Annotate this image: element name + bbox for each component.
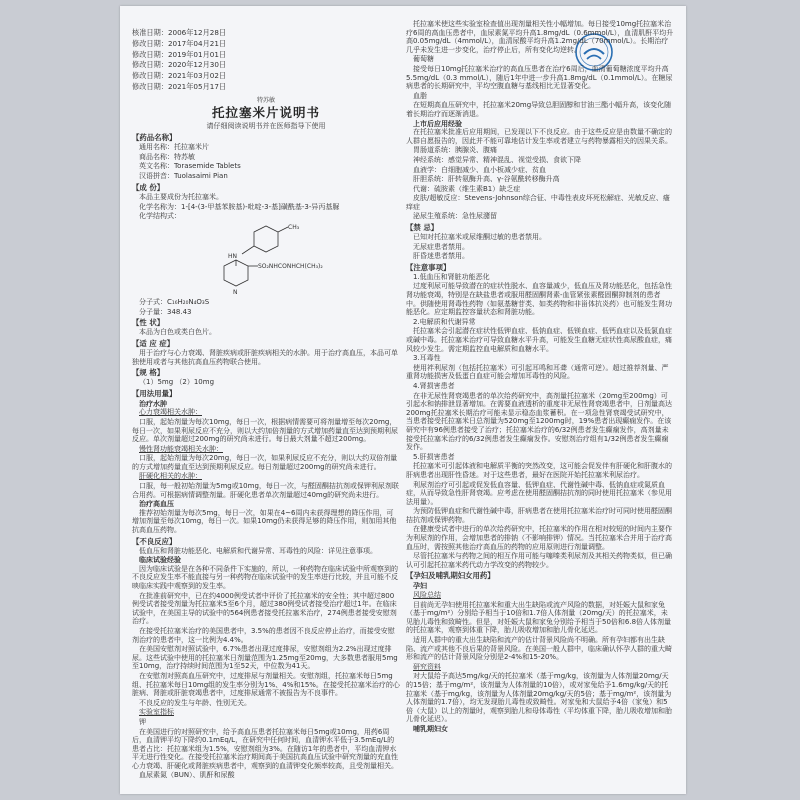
precaution-subheading: 5.肝损害患者: [413, 452, 455, 461]
subheading-edema: 治疗水肿: [139, 399, 167, 408]
struct-label-sulfonyl: SO₂NHCONHCH(CH₃)₂: [258, 262, 323, 270]
pregnancy-paragraph: 对大鼠给予高达5mg/kg/天的托拉塞米（基于mg/kg，该剂量为人体剂量20mg/天的15倍；基于mg/m²，该剂量为人体剂量的10倍），或对家兔给予1.6mg/kg/天的托拉塞米（基于mg/kg，该剂量为人体剂量20mg/kg/天的5倍；基于mg/m²，该剂量为人体剂量的1.7倍），均无发现胎儿毒性或致畸性。对家兔和大鼠给予4倍（家兔）和5倍（大鼠）以上的剂量时，观察到胎儿和母体毒性（平均体重下降，胎儿吸收增加和胎儿骨化延迟）。: [406, 672, 672, 724]
revision-date: 修改日期：2017年04月21日: [132, 38, 227, 48]
section-heading-composition: 【成 份】: [132, 182, 165, 192]
contraindication-item: 肝昏迷患者禁用。: [413, 252, 469, 261]
subheading-lactation: 哺乳期妇女: [413, 724, 448, 733]
adverse-paragraph: 在安慰剂对照高血压研究中，过度排尿与剂量相关。安慰剂组，托拉塞米每日5mg组、托拉塞米每日10mg组的发生率分别为1%、4%和15%。在接受托拉塞米治疗的心脏病、肾脏或肝脏衰竭患者中，过度排尿通常不被报告为不良事件。: [132, 671, 400, 698]
precaution-paragraph: 在非无尿性肾衰竭患者的单次给药研究中，高剂量托拉塞米（20mg至200mg）可引起水和钠排泄显著增加。在需要血液透析的重度非无尿性肾衰竭患者中，日剂量高达200mg托拉塞米长期治疗可能未显示稳态血浆蓄积。在一项急性肾衰竭受试研究中，当患者接受托拉塞米日总剂量为520mg至1200mg时，19%患者出现癫痫发作。在该研究中有96例患者接受了治疗；托拉塞米治疗的6/32例患者发生癫痫发作，高剂量未接受托拉塞米治疗的6/32例患者发生癫痫发作。安慰剂治疗组有1/32例患者发生癫痫发作。: [406, 391, 672, 452]
section-heading-contraindications: 【禁 忌】: [406, 223, 439, 233]
precaution-subheading: 1.低血压和肾脏功能恶化: [413, 272, 490, 281]
right-column: [406, 20, 674, 792]
structure-diagram: [202, 222, 352, 298]
precaution-paragraph: 在健康受试者中进行的单次给药研究中，托拉塞米的作用在相对较短的时间内主要作为利尿剂的作用，会增加患者的排钠（不影响排钾）情况。当托拉塞米合并用于治疗高血压时，需按照其他治疗高血压的药物的应用原则进行剂量调整。: [406, 525, 672, 551]
left-column: [132, 28, 400, 792]
subheading-renal-failure: 慢性肾功能衰竭相关水肿：: [139, 444, 223, 453]
adverse-paragraph: 在批准前研究中，已在约4000例受试者中评价了托拉塞米的安全性；其中超过800例受试者接受剂量为托拉塞米5至6个月，超过380例受试者接受治疗超过1年。在临床试验中，在美国主导的试验中的564例患者接受托拉塞米治疗，274例患者接受安慰剂治疗。: [132, 591, 397, 626]
revision-date: 修改日期：2019年01月01日: [132, 49, 227, 59]
subheading-postmarketing: 上市后应用经验: [413, 119, 462, 128]
molecular-formula: 分子式：C₁₆H₂₀N₄O₃S: [139, 297, 210, 306]
section-heading-spec: 【规 格】: [132, 368, 165, 378]
section-heading-dosage: 【用法用量】: [132, 388, 177, 398]
revision-date: 修改日期：2021年05月17日: [132, 81, 227, 91]
chemical-name: 化学名称为：1-[4-(3-甲基苯胺基)-吡啶-3-基]磺酰基-3-异丙基脲: [139, 202, 340, 211]
struct-label-n: N: [233, 288, 238, 296]
subheading-heart-failure: 心力衰竭相关水肿：: [139, 408, 202, 417]
structure-label: 化学结构式：: [139, 212, 181, 221]
subheading-cirrhosis: 肝硬化相关的水肿：: [139, 472, 202, 481]
adverse-paragraph: 接受每日10mg托拉塞米治疗的高血压患者在治疗6周后，血清葡萄糖浓度平均升高5.5mg/dL（0.3 mmol/L），随后1年中进一步升高1.8mg/dL（0.1mmol/L）。在糖尿病患者的长期研究中，平均空腹血糖与基线相比无显著变化。: [406, 64, 673, 91]
contraindication-item: 无尿症患者禁用。: [413, 242, 469, 251]
adverse-list-item: 神经系统：感觉异常、精神混乱、视觉受损、食欲下降: [413, 155, 581, 164]
dosage-paragraph: 推荐初始剂量为每次5mg，每日一次，如果在4~6周内未获得理想的降压作用，可增加剂量至每次10mg，每日一次。如果10mg仍未获得足够的降压作用，则加用其他抗高血压药物。: [132, 508, 397, 535]
indications-text: 用于治疗与心力衰竭、肾脏疾病或肝脏疾病相关的水肿。用于治疗高血压，本品可单独使用或者与其他抗高血压药物联合使用。: [132, 348, 398, 366]
revision-date: 修改日期：2021年03月02日: [132, 71, 227, 81]
precaution-paragraph: 过度利尿可能导致潜在的症状性脱水、血容量减少，低血压及肾功能恶化，包括急性肾功能衰竭，特别是在缺盐患者或服用醛固酮肾素-血管紧张素醛固酮抑制剂的患者中。供随使用肾毒性药物（如氨基糖苷类、如类药物和非甾体抗炎药）也可能发生肾功能恶化。应定期监控容量状态和肾脏功能。: [406, 282, 672, 317]
adverse-list-item: 皮肤/超敏反应：Stevens-Johnson综合征、中毒性表皮坏死松解症、光敏反应、瘙痒症: [406, 194, 670, 211]
subheading-hypertension: 治疗高血压: [139, 500, 174, 509]
revision-date: 修改日期：2020年12月30日: [132, 60, 227, 70]
subheading-risk-summary: 风险总结: [413, 591, 441, 600]
subheading-lab: 实验室指标: [139, 708, 174, 717]
precaution-subheading: 4.肾损害患者: [413, 381, 455, 390]
drug-name-item: 汉语拼音：Tuolasaimi Pian: [139, 172, 228, 181]
subheading-pregnant: 孕妇: [413, 582, 427, 591]
struct-label-ch3: CH₃: [288, 223, 300, 231]
adverse-paragraph: 在美国进行的对照研究中，给予高血压患者托拉塞米每日5mg或10mg，用药6周后，血清钾平均下降约0.1mEq/L，在研究中任何时间，血清钾水平低于3.5mEq/L的患者占比：托拉塞米组为1.5%，安慰剂组为3%。在随访1年的患者中，平均血清钾水平无进行性变化。在接受托拉塞米治疗期间高于美国抗高血压试验中研究剂量的充血性心力衰竭、肝硬化或肾脏疾病患者中，观察到的血清钾变化频率较高，且受剂量相关。: [132, 727, 398, 770]
dosage-paragraph: 口服，起始剂量为每次20mg，每日一次，如果利尿反应不充分，则以大约双倍剂量的方式增加药量直至达到预期利尿反应。每日剂量超过200mg的研究尚未进行。: [132, 454, 398, 471]
subheading-clinical-trials: 临床试验经验: [139, 556, 181, 565]
subheading-potassium: 钾: [139, 717, 146, 726]
adverse-list-item: 胃肠道系统：胰腺炎、腹痛: [413, 146, 497, 155]
adverse-paragraph: 在接受托拉塞米治疗的美国患者中，3.5%的患者因不良反应停止治疗，而接受安慰剂治疗的患者中，这一比例为4.4%。: [132, 626, 395, 644]
pregnancy-paragraph: 目前尚无孕妇使用托拉塞米和重大出生缺陷或流产风险的数据，对妊娠大鼠和家兔（基于mg/m²）分别给予相当于10倍和1.7倍人体剂量（20mg/天）的托拉塞米，未见胎儿毒性和致畸性。但是，对妊娠大鼠和家兔分别给予相当于50倍和6.8倍人体剂量的托拉塞米，观察到体重下降，胎儿吸收增加和胎儿骨化延迟。: [406, 600, 672, 635]
drug-name-item: 英文名称：Torasemide Tablets: [139, 162, 241, 171]
molecular-info: [132, 298, 400, 317]
adverse-paragraph: 不良反应的发生与年龄、性别无关。: [139, 698, 251, 707]
precaution-paragraph: 使用袢利尿剂（包括托拉塞米）可引起耳鸣和耳聋（通常可逆）。超过推荐剂量、严重肾功能损害及低蛋白血症可能会增加耳毒性的风险。: [406, 363, 669, 381]
adverse-paragraph: 在短期高血压研究中，托拉塞米20mg导致总胆固醇和甘油三酯小幅升高，该变化随着长期治疗而逐渐消退。: [406, 101, 672, 118]
precaution-subheading: 2.电解质和代谢异常: [413, 317, 476, 326]
subheading-study-data: 研究资料: [413, 662, 441, 671]
section-heading-character: 【性 状】: [132, 318, 165, 328]
dosage-paragraph: 口服，每一般初始剂量为5mg或10mg，每日一次，与醛固酮拮抗剂或保钾利尿剂联合用药。可根据病情调整剂量。肝硬化患者单次剂量超过40mg的研究尚未进行。: [132, 482, 399, 499]
pregnancy-paragraph: 适用人群中的重大出生缺陷和流产的估计背景风险尚不明确。所有孕妇都有出生缺陷、流产或其他不良后果的背景风险。在美国一般人群中，临床确认怀孕人群的重大畸形和流产的估计背景风险分别是2-4%和15-20%。: [406, 636, 672, 662]
adverse-paragraph: 血尿素氮（BUN）、肌酐和尿酸: [139, 771, 235, 780]
contraindication-item: 已知对托拉塞米或尿维酮过敏的患者禁用。: [413, 233, 546, 242]
precaution-paragraph: 尽管托拉塞米与药物之间的相互作用可能与噻嗪类利尿剂及其相关药物类似，但已确认可引起托拉塞米药代动力学改变的药物较少。: [406, 552, 672, 569]
revision-date: 核准日期：2006年12月28日: [132, 28, 227, 37]
section-heading-precautions: 【注意事项】: [406, 262, 451, 272]
adverse-list-item: 代谢：硫胺素（维生素B1）缺乏症: [413, 184, 521, 193]
drug-name-item: 通用名称：托拉塞米片: [139, 142, 209, 151]
section-heading-name: 【药品名称】: [132, 132, 177, 142]
chemical-structure: [132, 222, 400, 298]
molecular-weight: 分子量：348.43: [139, 307, 192, 316]
revision-dates: [132, 28, 400, 93]
section-heading-indications: 【适 应 症】: [132, 338, 175, 348]
section-heading-adverse: 【不良反应】: [132, 536, 177, 546]
drug-name-item: 商品名称：特苏敏: [139, 152, 195, 161]
adverse-paragraph: 在美国安慰剂对照试验中，6.7%患者出现过度排尿，安慰剂组为2.2%出现过度排尿。这些试验中使用的托拉塞米日剂量范围为1.25mg至20mg，大多数患者服用5mg至10mg，治疗持续时间范围为1至52天，中位数为41天。: [132, 645, 398, 671]
brand-name: 特苏敏: [256, 96, 275, 104]
precaution-subheading: 3.耳毒性: [413, 354, 441, 363]
character-text: 本品为白色或类白色片。: [139, 328, 216, 337]
dosage-paragraph: 口服，起始剂量为每次10mg，每日一次，根据病情需要可将剂量增至每次20mg，每日一次，如果利尿反应不充分，则以大约加倍剂量的方式增加药量直至达到预期利尿反应。单次剂量超过200mg的研究尚未进行。每日最大剂量不超过200mg。: [132, 417, 398, 444]
adverse-paragraph: 因为临床试验是在各种不同条件下实施的，所以，一种药物在临床试验中所观察到的不良反应发生率不能直接与另一种药物在临床试验中的发生率进行比较，并且可能不反映临床实践中观察到的发生率。: [132, 564, 398, 590]
subheading-lipids: 血脂: [413, 91, 427, 100]
adverse-paragraph: 托拉塞米使这些实验室检查值出现剂量相关性小幅增加。每日接受10mg托拉塞米治疗6周的高血压患者中，血尿素氮平均升高1.8mg/dL（0.6mmol/L），血清肌酐平均升高0.05mg/dL（4mmol/L），血清尿酸平均升高1.2mg/dL（70mmol/L）。长期治疗几乎未发生进一步变化，治疗停止后，所有变化均逆转。: [406, 20, 674, 54]
document-subtitle: 请仔细阅读说明书并在医师指导下使用: [206, 121, 326, 130]
adverse-list-item: 泌尿生殖系统：急性尿潴留: [413, 212, 497, 221]
section-heading-pregnancy: 【孕妇及哺乳期妇女用药】: [406, 571, 495, 581]
drug-name-list: [132, 143, 400, 181]
precaution-paragraph: 为预防低钾血症和代谢性碱中毒，肝病患者在使用托拉塞米治疗时可同时使用醛固酮拮抗剂或保钾药物。: [406, 507, 672, 524]
adverse-paragraph: 在托拉塞米批准后应用期间，已发现以下不良反应。由于这些反应是由数量不确定的人群自愿报告的，因此并不能可靠地估计发生率或者建立与药物暴露相关的因果关系。: [406, 128, 672, 145]
precaution-paragraph: 托拉塞米会引起潜在症状性低钾血症、低钠血症、低镁血症、低钙血症以及低氯血症或碱中毒。托拉塞米治疗可导致血糖水平升高，可能发生血糖无症状性高尿酸血症，痛风较少发生。需定期监控血电解质和血糖水平。: [406, 327, 672, 353]
composition-text: 本品主要成份为托拉塞米。: [139, 192, 223, 201]
document-title: 托拉塞米片说明书: [211, 104, 320, 120]
subheading-glucose: 葡萄糖: [413, 55, 434, 64]
precaution-paragraph: 利尿剂治疗可引起或促发低血容量、低钾血症、代谢性碱中毒、低钠血症或氮质血症，从而导致急性肝肾衰竭。应考虑在使用醛固酮拮抗剂的同时使用托拉塞米（参见用法用量）。: [406, 480, 672, 506]
leaflet-sheet: [120, 6, 686, 794]
adverse-paragraph: 低血压和肾脏功能恶化、电解质和代谢异常、耳毒性的风险：详见注意事项。: [139, 546, 377, 555]
struct-label-nh: HN: [228, 252, 237, 260]
precaution-paragraph: 托拉塞米可引起体液和电解质平衡的突然改变，这可能会促发伴有肝硬化和肝腹水的肝病患者出现肝性昏迷。对于这些患者，最好在医院开始托拉塞米利尿治疗。: [406, 462, 672, 479]
adverse-list-item: 肝胆系统：肝转氨酶升高、γ-谷氨酰转移酶升高: [413, 175, 560, 184]
adverse-list-item: 血液学：白细胞减少、血小板减少症、贫血: [413, 165, 546, 174]
spec-text: （1）5mg （2）10mg: [139, 378, 215, 387]
